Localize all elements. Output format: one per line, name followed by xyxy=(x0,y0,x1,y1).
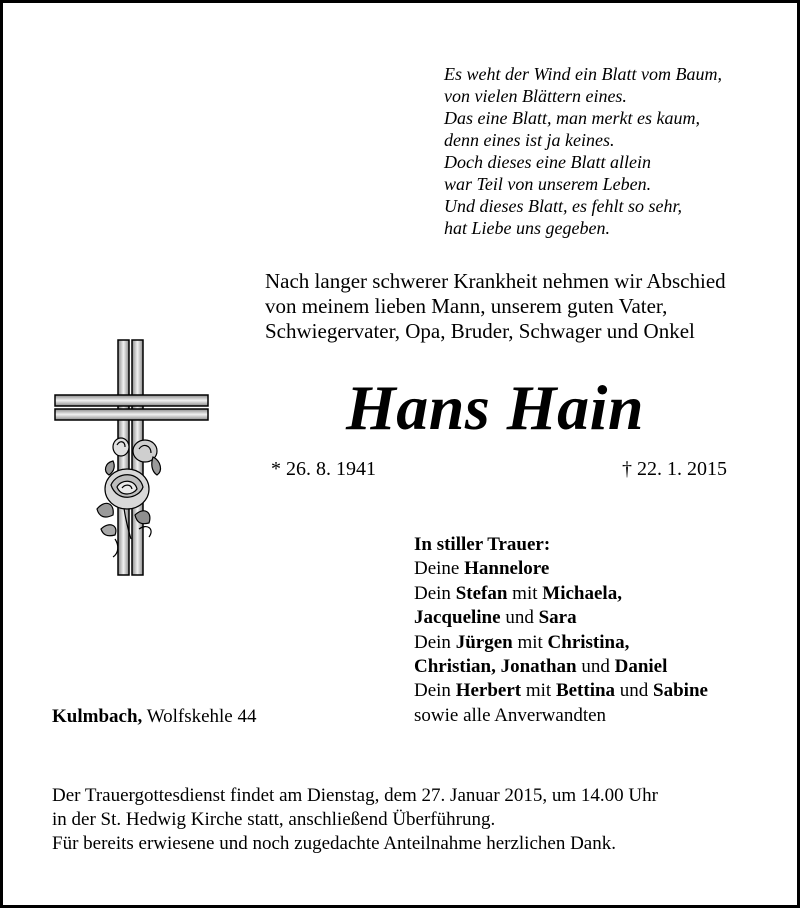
address xyxy=(52,705,257,729)
mourner-line: Deine Hannelore xyxy=(414,558,550,580)
poem-line: hat Liebe uns gegeben. xyxy=(444,218,610,238)
poem-line: Und dieses Blatt, es fehlt so sehr, xyxy=(444,196,682,216)
service-info xyxy=(52,784,792,856)
poem-line: war Teil von unserem Leben. xyxy=(444,174,652,194)
death-date: † 22. 1. 2015 xyxy=(622,458,727,480)
intro-line: Schwiegervater, Opa, Bruder, Schwager und Onkel xyxy=(265,319,695,343)
cross-with-rose-icon xyxy=(53,339,213,579)
mourner-line: sowie alle Anverwandten xyxy=(414,704,607,726)
mourner-line: Jacqueline und Sara xyxy=(414,607,577,629)
poem xyxy=(444,63,794,239)
intro-line: Nach langer schwerer Krankheit nehmen wir Abschied xyxy=(265,269,726,293)
mourner-line: Dein Stefan mit Michaela, xyxy=(414,582,622,604)
mourner-line: Christian, Jonathan und Daniel xyxy=(414,656,668,678)
service-line: Für bereits erwiesene und noch zugedachte Anteilnahme herzlichen Dank. xyxy=(52,833,616,854)
birth-date: * 26. 8. 1941 xyxy=(271,458,376,480)
poem-line: Doch dieses eine Blatt allein xyxy=(444,152,651,172)
poem-line: von vielen Blättern eines. xyxy=(444,86,627,106)
service-line: in der St. Hedwig Kirche statt, anschließend Überführung. xyxy=(52,809,496,830)
address-street: Wolfskehle 44 xyxy=(142,706,257,727)
deceased-name: Hans Hain xyxy=(346,372,644,443)
intro-line: von meinem lieben Mann, unserem guten Vater, xyxy=(265,294,668,318)
mourners-heading: In stiller Trauer: xyxy=(414,534,551,555)
address-city: Kulmbach, xyxy=(52,706,143,727)
poem-line: denn eines ist ja keines. xyxy=(444,130,615,150)
service-line: Der Trauergottesdienst findet am Dienstag, dem 27. Januar 2015, um 14.00 Uhr xyxy=(52,785,658,806)
mourner-line: Dein Jürgen mit Christina, xyxy=(414,631,630,653)
intro-text xyxy=(265,269,795,344)
mourner-line: Dein Herbert mit Bettina und Sabine xyxy=(414,680,708,702)
mourners-list xyxy=(414,533,794,728)
poem-line: Es weht der Wind ein Blatt vom Baum, xyxy=(444,64,722,84)
poem-line: Das eine Blatt, man merkt es kaum, xyxy=(444,108,700,128)
